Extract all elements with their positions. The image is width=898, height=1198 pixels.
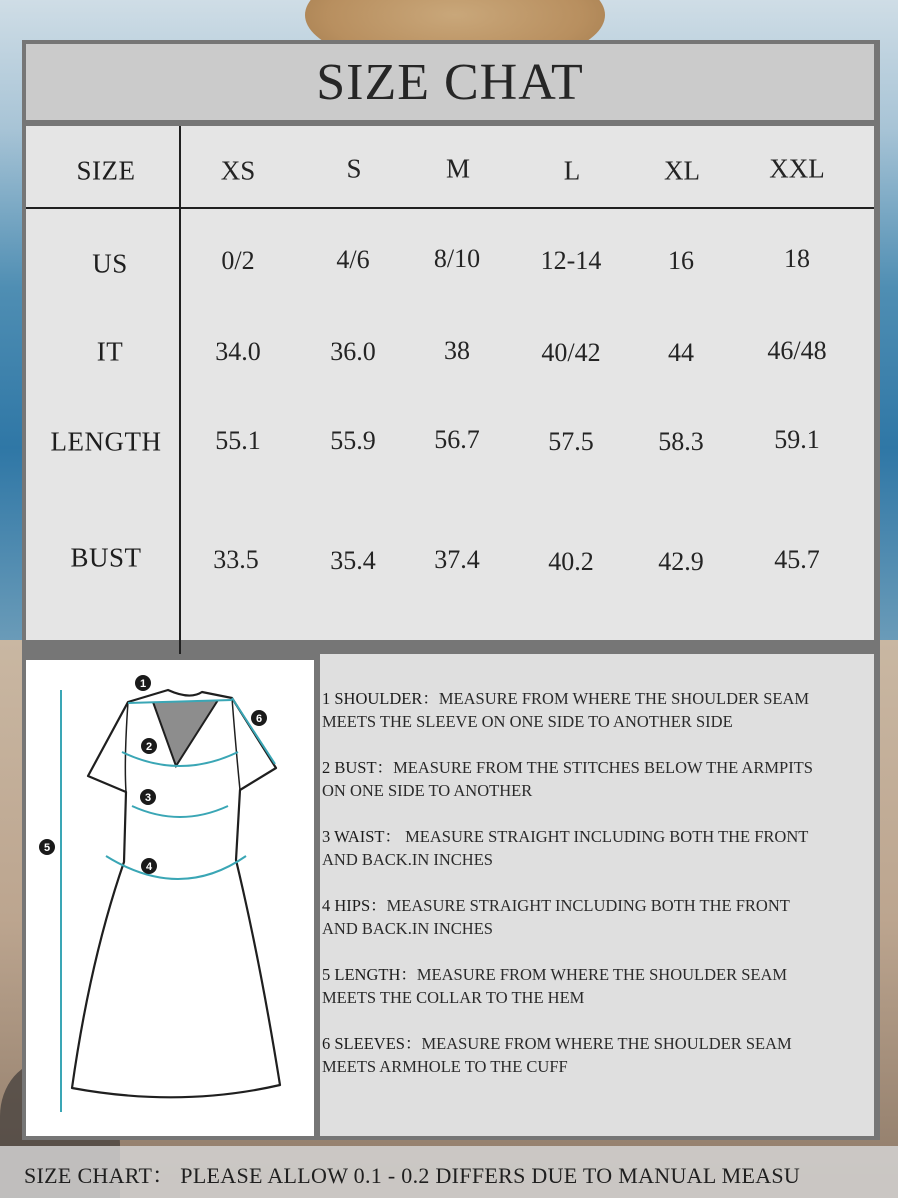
table-cell: 36.0 bbox=[330, 337, 376, 366]
marker-5-icon bbox=[39, 839, 55, 855]
size-col-xs: XS bbox=[220, 155, 256, 186]
note-label: 4 HIPS： bbox=[322, 896, 387, 915]
note-shoulder bbox=[322, 687, 874, 733]
table-cell: 40.2 bbox=[548, 547, 594, 576]
marker-3-icon bbox=[140, 789, 156, 805]
note-text: AND BACK.IN INCHES bbox=[322, 919, 493, 938]
note-label: 5 LENGTH： bbox=[322, 965, 417, 984]
note-text: MEETS ARMHOLE TO THE CUFF bbox=[322, 1057, 568, 1076]
row-label-length: LENGTH bbox=[50, 426, 162, 457]
note-text: MEASURE STRAIGHT INCLUDING BOTH THE FRONT bbox=[401, 827, 809, 846]
table-cell: 38 bbox=[444, 336, 470, 365]
marker-6-icon bbox=[251, 710, 267, 726]
table-cell: 8/10 bbox=[433, 244, 481, 273]
table-cell: 0/2 bbox=[221, 246, 255, 275]
note-text: MEASURE FROM WHERE THE SHOULDER SEAM bbox=[438, 689, 810, 708]
table-cell: 57.5 bbox=[548, 427, 594, 456]
note-bust bbox=[322, 756, 874, 802]
note-waist bbox=[322, 825, 874, 871]
table-cell: 59.1 bbox=[774, 425, 820, 454]
note-text: MEASURE FROM WHERE THE SHOULDER SEAM bbox=[421, 1034, 792, 1053]
marker-1-icon bbox=[135, 675, 151, 691]
table-cell: 37.4 bbox=[434, 545, 480, 574]
table-cell: 58.3 bbox=[658, 427, 704, 456]
table-cell: 55.9 bbox=[330, 426, 376, 455]
note-text: ON ONE SIDE TO ANOTHER bbox=[322, 781, 533, 800]
note-label: 3 WAIST： bbox=[322, 827, 401, 846]
note-text: MEASURE STRAIGHT INCLUDING BOTH THE FRONT bbox=[386, 896, 790, 915]
table-cell: 4/6 bbox=[336, 245, 370, 274]
table-cell: 42.9 bbox=[658, 547, 704, 576]
marker-4-label: 4 bbox=[145, 861, 153, 873]
table-cell: 35.4 bbox=[330, 546, 376, 575]
marker-3-label: 3 bbox=[144, 792, 152, 804]
size-col-s: S bbox=[346, 153, 362, 184]
size-col-m: M bbox=[445, 153, 471, 184]
table-cell: 12-14 bbox=[540, 246, 602, 275]
note-length bbox=[322, 963, 874, 1009]
note-text: MEETS THE SLEEVE ON ONE SIDE TO ANOTHER SIDE bbox=[322, 712, 733, 731]
note-label: 1 SHOULDER： bbox=[322, 689, 439, 708]
size-header-label: SIZE bbox=[76, 155, 136, 186]
note-text: MEASURE FROM THE STITCHES BELOW THE ARMPITS bbox=[393, 758, 813, 777]
page-title: SIZE CHAT bbox=[316, 53, 584, 111]
note-hips bbox=[322, 894, 874, 940]
note-label: 2 BUST： bbox=[322, 758, 394, 777]
row-label-it: IT bbox=[96, 336, 124, 367]
table-cell: 18 bbox=[784, 244, 810, 273]
note-text: AND BACK.IN INCHES bbox=[322, 850, 493, 869]
note-label: 6 SLEEVES： bbox=[322, 1034, 422, 1053]
size-col-xl: XL bbox=[664, 155, 700, 186]
row-label-us: US bbox=[92, 248, 128, 279]
table-cell: 55.1 bbox=[215, 426, 261, 455]
footer-disclaimer: SIZE CHART： PLEASE ALLOW 0.1 - 0.2 DIFFERS DUE TO MANUAL MEASU bbox=[24, 1163, 801, 1188]
table-cell: 56.7 bbox=[434, 425, 480, 454]
note-text: MEETS THE COLLAR TO THE HEM bbox=[322, 988, 585, 1007]
marker-2-label: 2 bbox=[145, 741, 153, 753]
marker-1-label: 1 bbox=[139, 678, 147, 690]
table-cell: 33.5 bbox=[213, 545, 259, 574]
marker-6-label: 6 bbox=[255, 713, 263, 725]
table-cell: 45.7 bbox=[774, 545, 820, 574]
table-cell: 16 bbox=[668, 246, 694, 275]
size-col-l: L bbox=[563, 155, 581, 186]
row-label-bust: BUST bbox=[70, 542, 142, 573]
note-sleeves bbox=[322, 1032, 874, 1078]
marker-4-icon bbox=[141, 858, 157, 874]
marker-5-label: 5 bbox=[43, 842, 51, 854]
table-cell: 44 bbox=[668, 338, 694, 367]
note-text: MEASURE FROM WHERE THE SHOULDER SEAM bbox=[416, 965, 788, 984]
table-cell: 34.0 bbox=[215, 337, 261, 366]
table-cell: 46/48 bbox=[767, 336, 827, 365]
size-col-xxl: XXL bbox=[769, 153, 825, 184]
table-cell: 40/42 bbox=[541, 338, 601, 367]
marker-2-icon bbox=[141, 738, 157, 754]
